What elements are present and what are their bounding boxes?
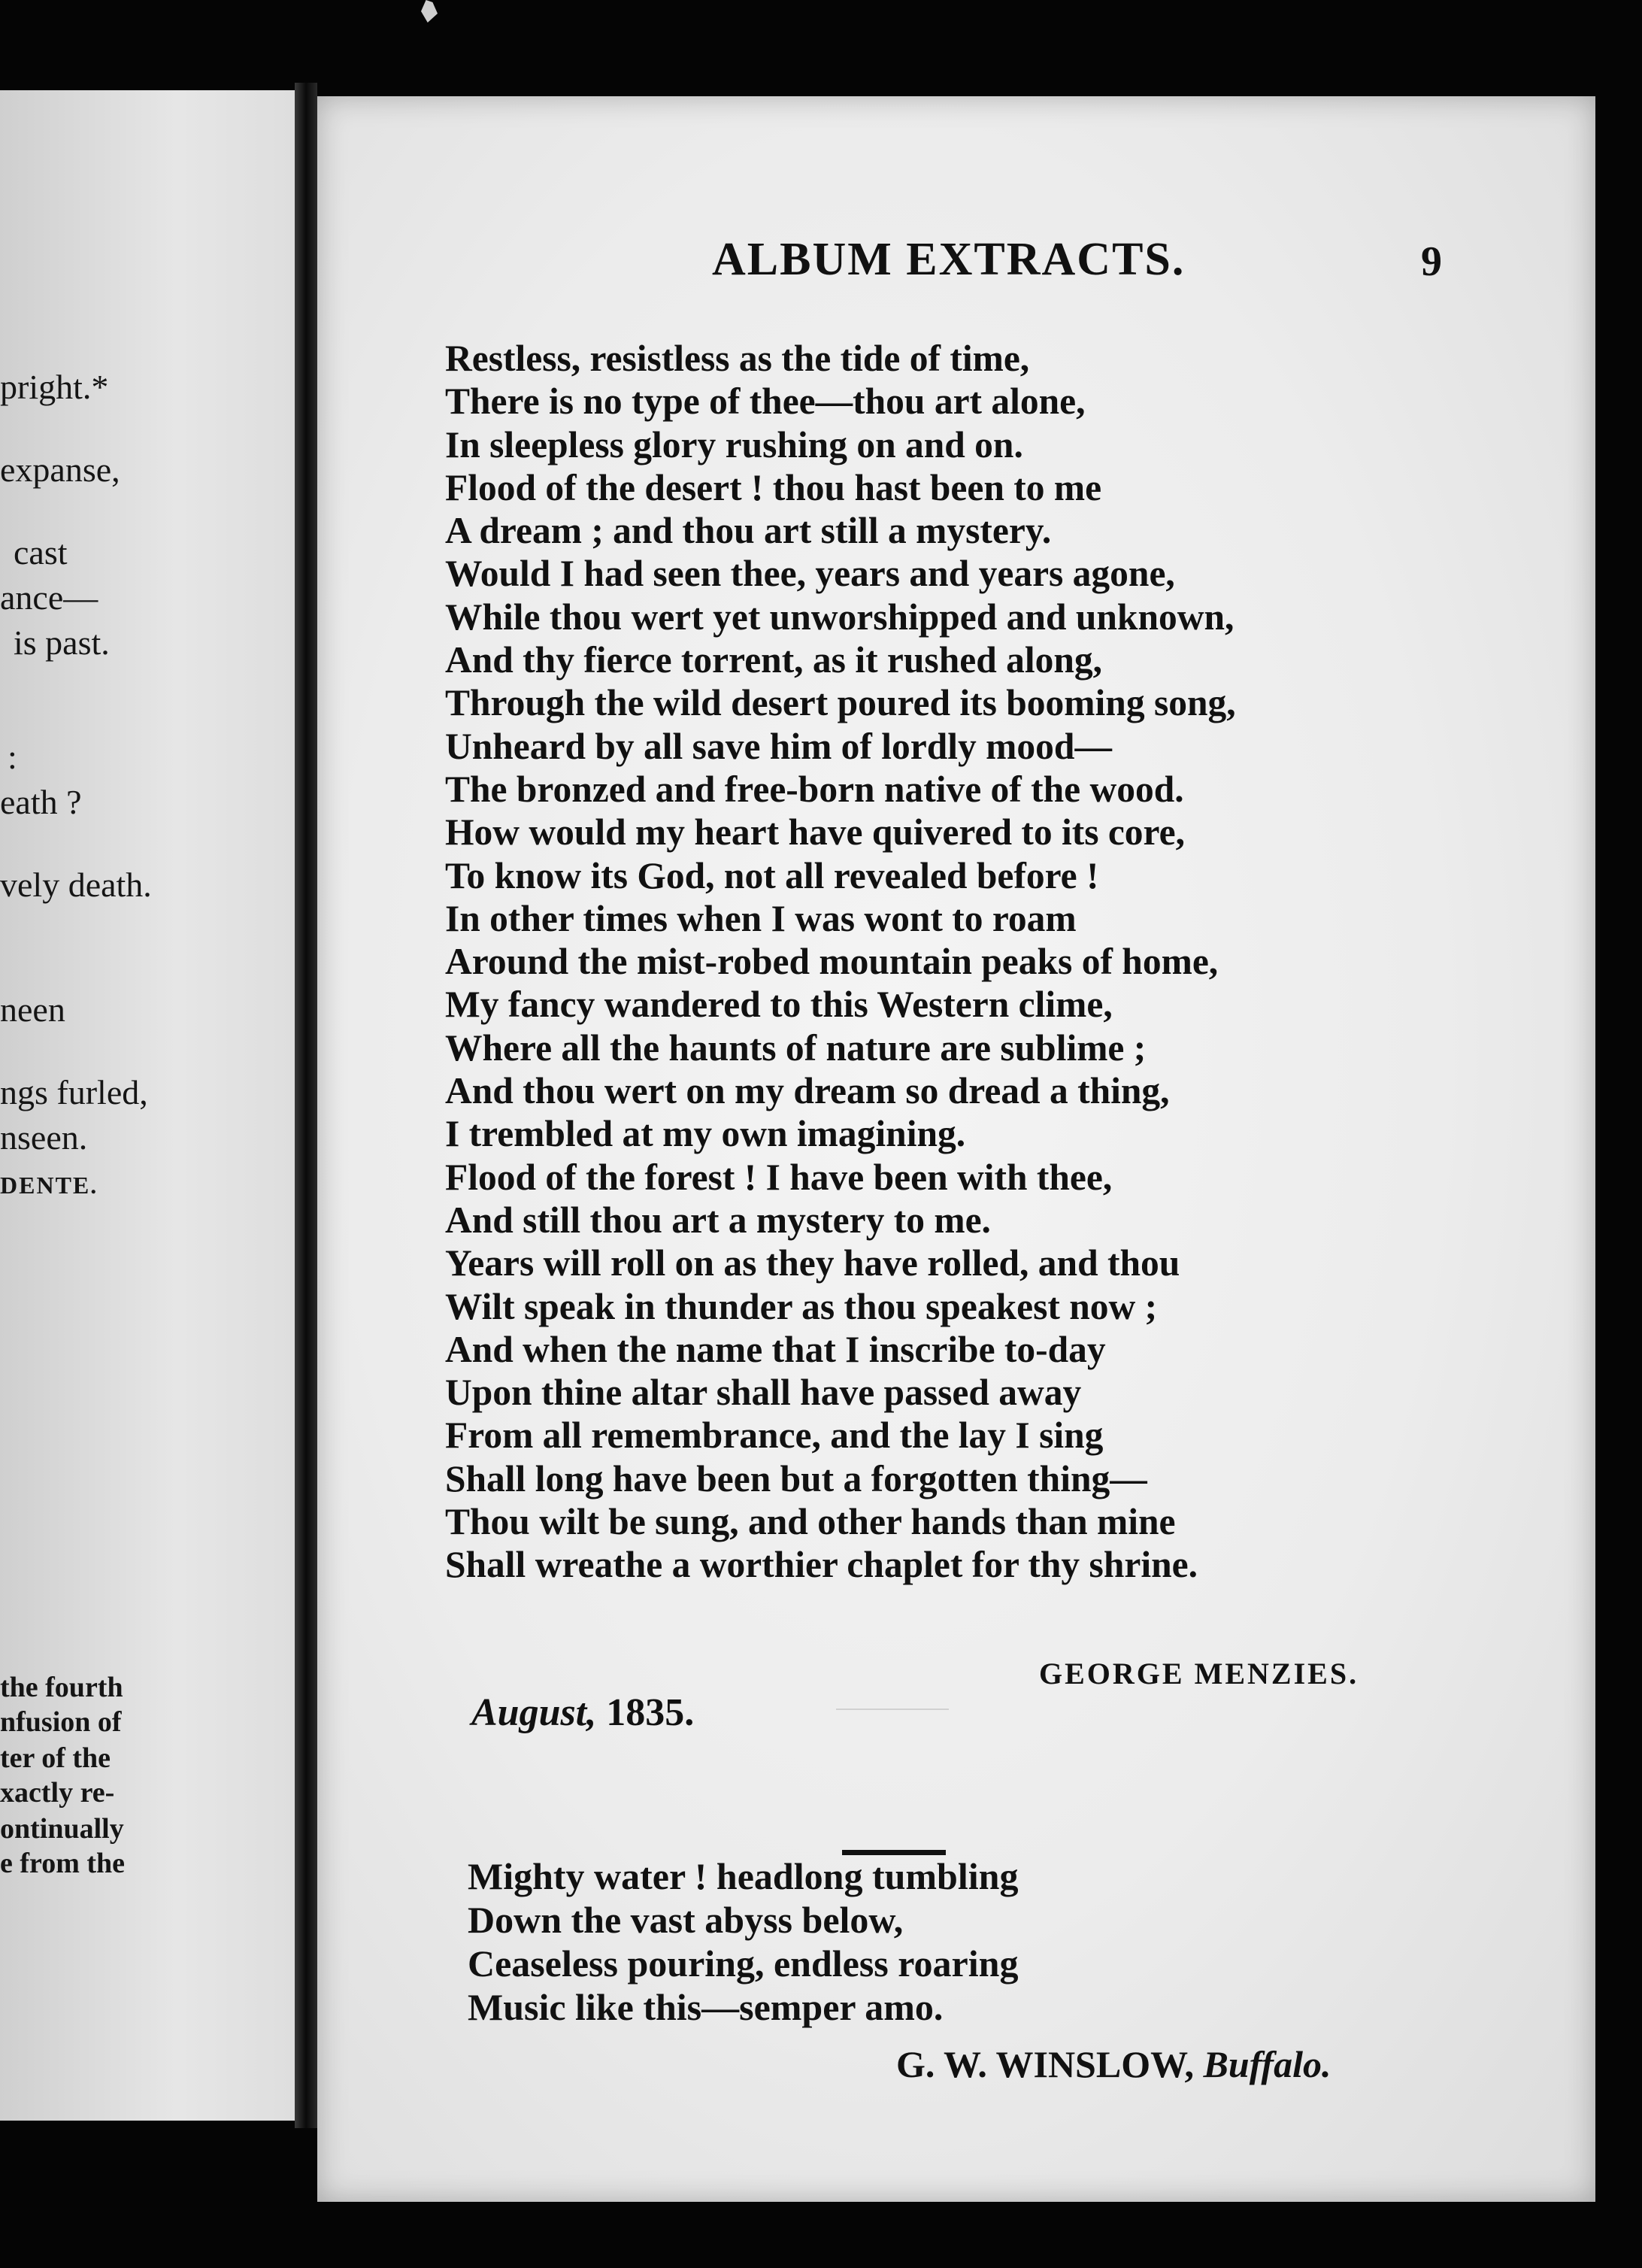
poem-line: Flood of the desert ! thou hast been to me bbox=[445, 466, 1102, 508]
left-page-line: DENTE. bbox=[0, 1172, 98, 1199]
poem-line: To know its God, not all revealed before ! bbox=[445, 854, 1099, 896]
second-signature bbox=[896, 2042, 1331, 2086]
left-page-line: ngs furled, bbox=[0, 1073, 148, 1111]
left-page-line: eath ? bbox=[0, 783, 82, 821]
poem-line: And thou wert on my dream so dread a thing, bbox=[445, 1070, 1170, 1112]
poem-line: Restless, resistless as the tide of time, bbox=[445, 338, 1030, 379]
poem-line: Upon thine altar shall have passed away bbox=[445, 1372, 1082, 1414]
faint-rule bbox=[836, 1709, 949, 1710]
left-page-line: : bbox=[8, 738, 17, 776]
poem-line: From all remembrance, and the lay I sing bbox=[445, 1414, 1104, 1457]
date-year: 1835. bbox=[596, 1691, 695, 1734]
poem-line: And thy fierce torrent, as it rushed along, bbox=[445, 639, 1103, 681]
left-page-line: cast bbox=[14, 533, 68, 572]
poem-line: Years will roll on as they have rolled, and thou bbox=[445, 1242, 1180, 1284]
poem-line: There is no type of thee—thou art alone, bbox=[445, 381, 1086, 423]
poem-line: How would my heart have quivered to its core, bbox=[445, 811, 1185, 854]
poem-line: Shall long have been but a forgotten thing— bbox=[445, 1457, 1147, 1499]
signature-place: Buffalo. bbox=[1203, 2043, 1331, 2085]
left-page-line: expanse, bbox=[0, 450, 120, 489]
left-page-line: vely death. bbox=[0, 866, 152, 904]
left-page-line: neen bbox=[0, 990, 65, 1029]
poem-line: In other times when I was wont to roam bbox=[445, 897, 1077, 939]
left-page-line: xactly re- bbox=[0, 1777, 115, 1809]
left-page-line: pright.* bbox=[0, 368, 109, 406]
poem-line: And still thou art a mystery to me. bbox=[445, 1199, 991, 1241]
poem-line: Mighty water ! headlong tumbling bbox=[468, 1855, 1019, 1897]
previous-page-fragment bbox=[0, 90, 295, 2121]
poem-line: While thou wert yet unworshipped and unknown, bbox=[445, 596, 1235, 638]
poem-line: Unheard by all save him of lordly mood— bbox=[445, 725, 1112, 767]
poem-line: Down the vast abyss below, bbox=[468, 1899, 904, 1941]
left-page-line: ter of the bbox=[0, 1742, 111, 1774]
scan-speck bbox=[421, 0, 438, 23]
left-page-line: the fourth bbox=[0, 1672, 123, 1703]
poem-line: Music like this—semper amo. bbox=[468, 1986, 944, 2028]
date-month: August, bbox=[471, 1691, 597, 1734]
poem-line: Through the wild desert poured its booming song, bbox=[445, 682, 1236, 724]
poem-line: I trembled at my own imagining. bbox=[445, 1113, 966, 1155]
left-page-line: ance— bbox=[0, 578, 98, 617]
left-page-line: nfusion of bbox=[0, 1706, 122, 1738]
book-page bbox=[317, 96, 1595, 2202]
left-page-line: is past. bbox=[14, 623, 110, 662]
running-head: ALBUM EXTRACTS. bbox=[712, 234, 1186, 285]
poem-line: Ceaseless pouring, endless roaring bbox=[468, 1942, 1019, 1984]
poem-line: A dream ; and thou art still a mystery. bbox=[445, 510, 1052, 552]
poem-line: Would I had seen thee, years and years agone, bbox=[445, 553, 1175, 595]
poem-line: Where all the haunts of nature are sublime ; bbox=[445, 1026, 1147, 1069]
poem-line: My fancy wandered to this Western clime, bbox=[445, 984, 1113, 1026]
poem-line: And when the name that I inscribe to-day bbox=[445, 1328, 1106, 1370]
left-page-line: ontinually bbox=[0, 1813, 124, 1845]
poem-line: Around the mist-robed mountain peaks of home, bbox=[445, 941, 1219, 983]
poem-body bbox=[445, 337, 1528, 1587]
left-page-line: nseen. bbox=[0, 1118, 88, 1157]
book-gutter bbox=[295, 83, 317, 2128]
poem-line: Flood of the forest ! I have been with thee, bbox=[445, 1156, 1113, 1198]
signature-name: G. W. WINSLOW, bbox=[896, 2043, 1204, 2085]
poem-line: Thou wilt be sung, and other hands than mine bbox=[445, 1501, 1176, 1543]
second-poem bbox=[468, 1854, 1018, 2029]
page-number: 9 bbox=[1421, 238, 1442, 285]
left-page-line: e from the bbox=[0, 1848, 126, 1879]
poem-line: The bronzed and free-born native of the wood. bbox=[445, 768, 1184, 810]
poem-line: Shall wreathe a worthier chaplet for thy shrine. bbox=[445, 1544, 1198, 1586]
poem-line: In sleepless glory rushing on and on. bbox=[445, 423, 1023, 465]
poem-date bbox=[471, 1690, 694, 1735]
poem-line: Wilt speak in thunder as thou speakest now ; bbox=[445, 1285, 1158, 1327]
author-signature: GEORGE MENZIES. bbox=[1039, 1657, 1359, 1690]
